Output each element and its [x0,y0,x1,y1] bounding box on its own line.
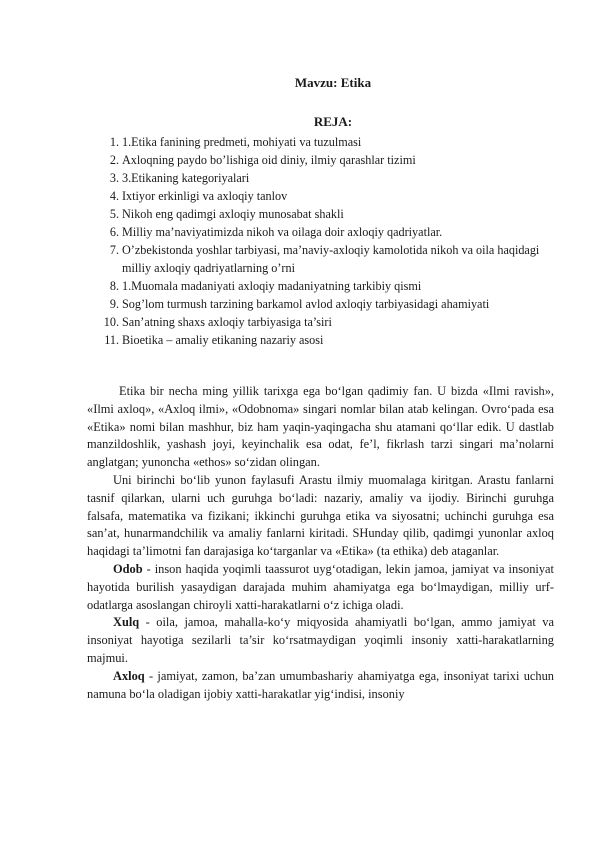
plan-item [89,313,559,331]
document-title: Mavzu: Etika [294,75,372,90]
plan-item [89,241,559,277]
plan-item-number: 1. [109,135,119,149]
plan-list [89,133,559,349]
plan-item [89,169,559,187]
plan-item [89,295,559,313]
plan-item-number: 9. [109,297,119,311]
plan-item-text: Sog’lom turmush tarzining barkamol avlod axloqiy tarbiyasidagi ahamiyati [122,297,490,311]
plan-item [89,151,559,169]
plan-item-number: 7. [109,243,119,257]
definition-term: Odob [113,561,143,576]
plan-item [89,277,559,295]
paragraph-text: - oila, jamoa, mahalla-ko‘y miqyosida ahamiyatli bo‘lgan, ammo jamiyat va insoniyat hayotiga sezilarli ta’sir ko‘rsatmaydigan yoqimli insoniy xatti-harakatlarning majmui. [87,615,554,665]
plan-item-text: Ixtiyor erkinligi va axloqiy tanlov [122,189,288,203]
plan-item-number: 3. [109,171,119,185]
plan-item-text: Nikoh eng qadimgi axloqiy munosabat shakli [122,207,344,221]
plan-item-number: 4. [109,189,119,203]
plan-item-text: Bioetika – amaliy etikaning nazariy asosi [122,333,324,347]
plan-item-number: 11. [104,333,119,347]
plan-heading: REJA: [313,114,353,129]
paragraph-text: Uni birinchi bo‘lib yunon faylasufi Arastu ilmiy muomalaga kiritgan. Arastu fanlarni tasnif qilarkan, ularni uch guruhga bo‘ladi: nazariy, amaliy va ijodiy. Birinchi guruhga falsafa, matematika va fizikani; ikkinchi guruhga etika va siyosatni; uchinchi guruhga esa san’at, hunarmandchilik va amaliy fanlarni kiritadi. SHunday qilib, qadimgi yunonlar axloq haqidagi ta’limotni fan darajasiga ko‘targanlar va «Etika» (ta ethika) deb ataganlar. [87,472,554,559]
plan-item [89,331,559,349]
plan-item [89,133,559,151]
plan-item-number: 10. [103,315,119,329]
paragraph [87,561,554,614]
plan-item-number: 6. [109,225,119,239]
paragraph [87,668,554,704]
document-body [87,383,554,703]
paragraph [87,383,554,472]
paragraph-text: - inson haqida yoqimli taassurot uyg‘otadigan, lekin jamoa, jamiyat va insoniyat hayotida burilish yasaydigan darajada muhim ahamiyatga ega bo‘lmaydigan, milliy urf-odatlarga asoslangan chiroyli xatti-harakatlarni o‘z ichiga oladi. [87,561,554,612]
paragraph-text: - jamiyat, zamon, ba’zan umumbashariy ahamiyatga ega, insoniyat tarixi uchun namuna bo‘la oladigan ijobiy xatti-harakatlar yig‘indisi, insoniy [87,668,554,701]
plan-item-text: Milliy ma’naviyatimizda nikoh va oilaga doir axloqiy qadriyatlar. [122,225,443,239]
plan-item-text: San’atning shaxs axloqiy tarbiyasiga ta’siri [122,315,332,329]
paragraph-text: Etika bir necha ming yillik tarixga ega bo‘lgan qadimiy fan. U bizda «Ilmi ravish», «Ilmi axloq», «Axloq ilmi», «Odobnoma» singari nomlar bilan atab kelingan. Ovro‘pada esa «Etika» nomi bilan mashhur, biz ham yaqin-yaqingacha shu atamani qo‘llar edik. U dastlab manzildoshlik, yashash joyi, keyinchalik esa odat, fe’l, fikrlash tarzi singari ma’nolarni anglatgan; yunoncha «ethos» so‘zidan olingan. [87,384,554,470]
plan-item-text: 3.Etikaning kategoriyalari [122,171,250,185]
plan-item-text: Axloqning paydo bo’lishiga oid diniy, ilmiy qarashlar tizimi [122,153,416,167]
plan-item-number: 8. [109,279,119,293]
definition-term: Axloq [113,668,145,683]
paragraph [87,614,554,667]
plan-item [89,223,559,241]
plan-item [89,205,559,223]
plan-item-text: 1.Muomala madaniyati axloqiy madaniyatning tarkibiy qismi [122,279,422,293]
plan-item-number: 2. [109,153,119,167]
plan-item-number: 5. [109,207,119,221]
plan-item-text: O’zbekistonda yoshlar tarbiyasi, ma’naviy-axloqiy kamolotida nikoh va oila haqidagi milliy axloqiy qadriyatlarning o’rni [122,243,540,275]
plan-item [89,187,559,205]
plan-item-text: 1.Etika fanining predmeti, mohiyati va tuzulmasi [122,135,362,149]
definition-term: Xulq [113,615,140,630]
paragraph [87,472,554,561]
